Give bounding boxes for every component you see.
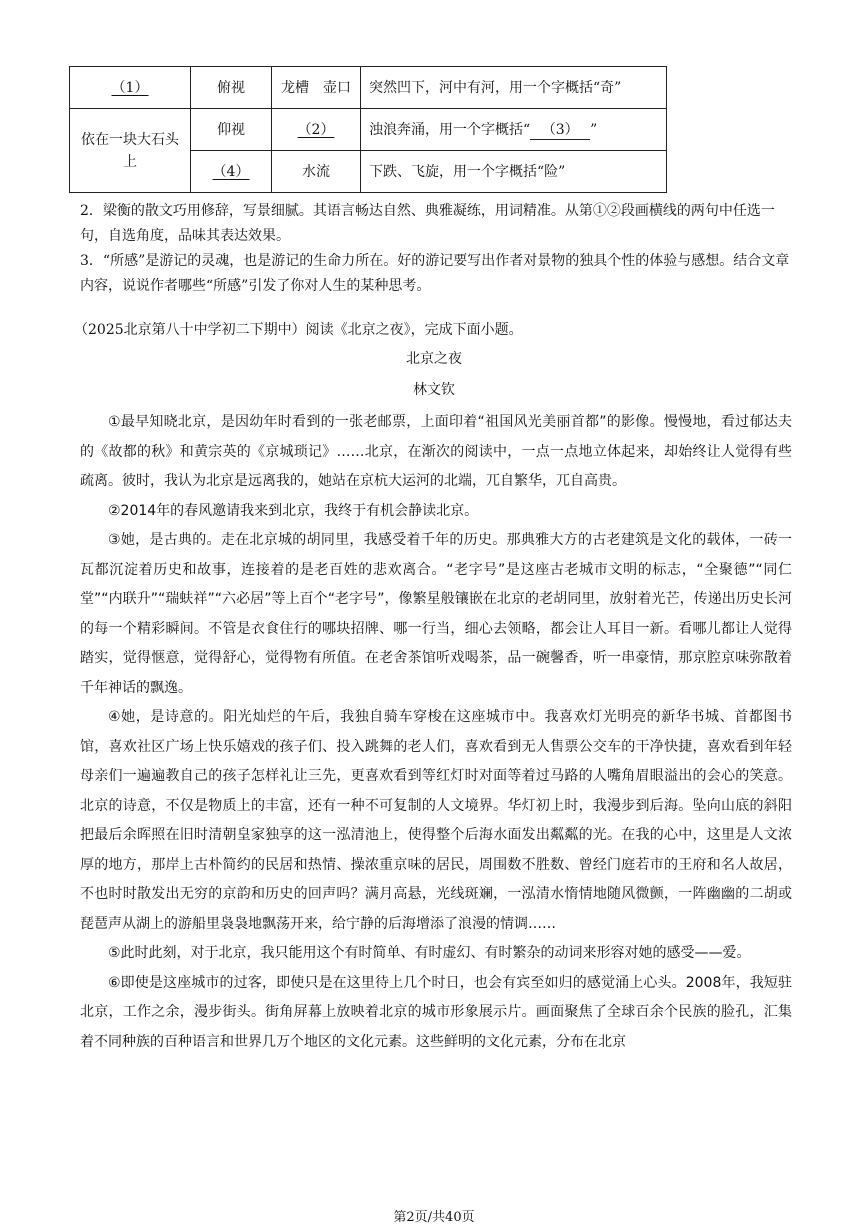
blank-4: （4） [212, 163, 250, 180]
question-2: 2．梁衡的散文巧用修辞，写景细腻。其语言畅达自然、典雅凝练，用词精准。从第①②段画横线的两句中任选一句，自选角度，品味其表达效果。 [80, 203, 775, 244]
intro-text: （2025北京第八十中学初二下期中）阅读《北京之夜》，完成下面小题。 [74, 322, 523, 338]
table-cell: 突然凹下，河中有河，用一个字概括“奇” [361, 67, 667, 109]
table-cell: 仰视 [191, 109, 272, 151]
table-cell: 俯视 [191, 67, 272, 109]
paragraph-2: ②2014年的春风邀请我来到北京，我终于有机会静读北京。 [108, 502, 479, 519]
paragraph-6: ⑥即使是这座城市的过客，即使只是在这里待上几个时日，也会有宾至如归的感觉涌上心头。2008年，我短驻北京，工作之余，漫步街头。街角屏幕上放映着北京的城市形象展示片。画面聚焦了全球百余个民族的脸孔，汇集着不同种族的百种语言和世界几万个地区的文化元素。这些鲜明的文化元素，分布在北京 [80, 974, 792, 1050]
paragraph-3: ③她，是古典的。走在北京城的胡同里，我感受着千年的历史。那典雅大方的古老建筑是文化的载体，一砖一瓦都沉淀着历史和故事，连接着的是老百姓的悲欢离合。“老字号”是这座古老城市文明的标志，“全聚德”“同仁堂”“内联升”“瑞蚨祥”“六必居”等上百个“老字号”，像繁星般镶嵌在北京的老胡同里，放射着光芒，传递出历史长河的每一个精彩瞬间。不管是衣食住行的哪块招牌、哪一行当，细心去领略，都会让人耳目一新。看哪儿都让人觉得踏实，觉得惬意，觉得舒心，觉得物有所值。在老舍茶馆听戏喝茶，品一碗馨香，听一串豪情，那京腔京味弥散着千年神话的飘逸。 [80, 532, 792, 696]
table-cell [361, 109, 667, 151]
question-3: 3．“所感”是游记的灵魂，也是游记的生命力所在。好的游记要写出作者对景物的独具个性的体验与感想。结合文章内容，说说作者哪些“所感”引发了你对人生的某种思考。 [80, 253, 790, 294]
table-cell: 下跌、飞旋，用一个字概括“险” [361, 151, 667, 193]
table-cell-blank-4 [191, 151, 272, 193]
article-title: 北京之夜 [406, 351, 462, 367]
scenery-table [69, 66, 667, 193]
table-cell: 水流 [272, 151, 361, 193]
article-body [80, 408, 792, 1057]
article-author: 林文钦 [413, 382, 455, 398]
paragraph-5: ⑤此时此刻，对于北京，我只能用这个有时简单、有时虚幻、有时繁杂的动词来形容对她的感受——爱。 [108, 945, 751, 961]
question-block [80, 199, 792, 299]
blank-2: （2） [297, 121, 335, 138]
blank-3: （3） [530, 121, 590, 140]
table-cell-blank-1 [70, 67, 191, 109]
cell-text: 浊浪奔涌，用一个字概括“ [369, 121, 531, 138]
cell-text: ” [590, 121, 598, 138]
blank-1: （1） [111, 79, 149, 96]
paragraph-4: ④她，是诗意的。阳光灿烂的午后，我独自骑车穿梭在这座城市中。我喜欢灯光明亮的新华书城、首都图书馆，喜欢社区广场上快乐嬉戏的孩子们、投入跳舞的老人们，喜欢看到无人售票公交车的干净快捷，喜欢看到年轻母亲们一遍遍教自己的孩子怎样礼让三先，更喜欢看到等红灯时对面等着过马路的人嘴角眉眼溢出的会心的笑意。北京的诗意，不仅是物质上的丰富，还有一种不可复制的人文境界。华灯初上时，我漫步到后海。坠向山底的斜阳把最后余晖照在旧时清朝皇家独享的这一泓清池上，使得整个后海水面发出粼粼的光。在我的心中，这里是人文浓厚的地方，那岸上古朴简约的民居和热情、操浓重京味的居民，周围数不胜数、曾经门庭若市的王府和名人故居，不也时时散发出无穷的京韵和历史的回声吗？满月高悬，光线斑斓，一泓清水惰情地随风微颤，一阵幽幽的二胡或琵琶声从湖上的游船里袅袅地飘荡开来，给宁静的后海增添了浪漫的情调…… [80, 709, 792, 932]
table-row [70, 67, 667, 109]
table-row [70, 109, 667, 151]
reading-intro [74, 318, 786, 343]
page-number: 第2页/共40页 [393, 1210, 475, 1225]
paragraph-1: ①最早知晓北京，是因幼年时看到的一张老邮票，上面印着“祖国风光美丽首都”的影像。慢慢地，看过郁达夫的《故都的秋》和黄宗英的《京城琐记》……北京，在渐次的阅读中，一点一点地立体起来，却始终让人觉得有些疏离。彼时，我认为北京是远离我的，她站在京杭大运河的北端，兀自繁华，兀自高贵。 [80, 414, 792, 489]
table-cell-blank-2 [272, 109, 361, 151]
table-cell-location: 依在一块大石头上 [70, 109, 191, 193]
table-cell: 龙槽 壶口 [272, 67, 361, 109]
